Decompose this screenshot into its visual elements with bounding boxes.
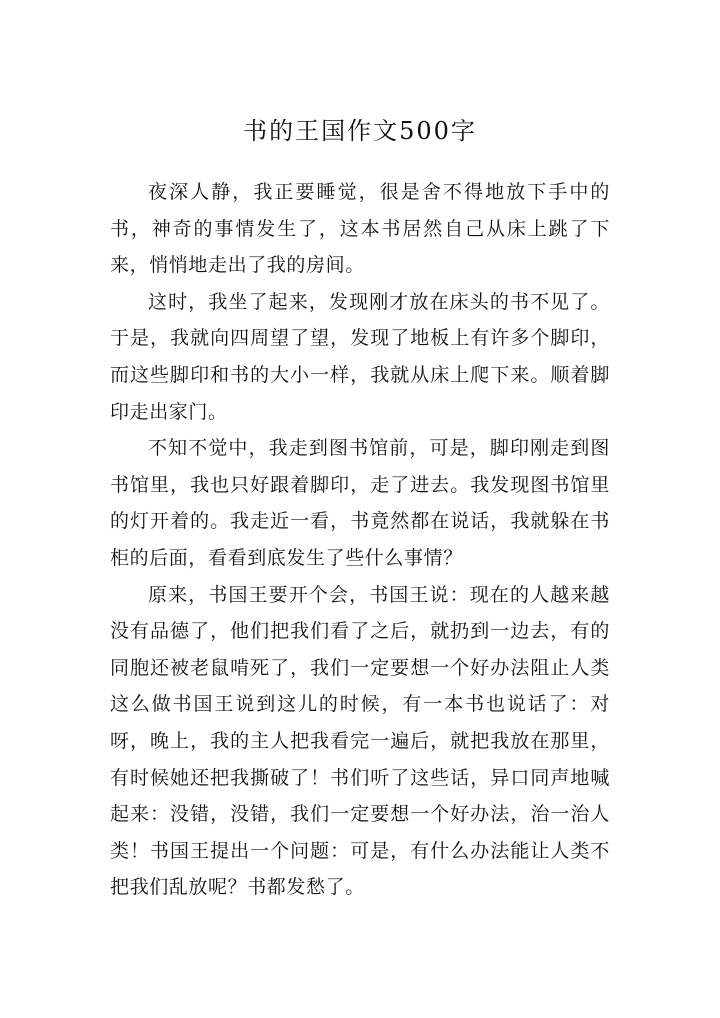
paragraph: 原来，书国王要开个会，书国王说：现在的人越来越没有品德了，他们把我们看了之后，就扔到一边去，有的同胞还被老鼠啃死了，我们一定要想一个好办法阻止人类这么做书国王说到这儿的时候，有一本书也说话了：对呀，晚上，我的主人把我看完一遍后，就把我放在那里，有时候她还把我撕破了！书们听了这些话，异口同声地喊起来：没错，没错，我们一定要想一个好办法，治一治人类！书国王提出一个问题：可是，有什么办法能让人类不把我们乱放呢？书都发愁了。 (110, 583, 610, 899)
paragraph: 夜深人静，我正要睡觉，很是舍不得地放下手中的书，神奇的事情发生了，这本书居然自己从床上跳了下来，悄悄地走出了我的房间。 (110, 181, 610, 277)
document-title: 书的王国作文500字 (243, 117, 477, 145)
document-body (110, 174, 610, 906)
paragraph: 不知不觉中，我走到图书馆前，可是，脚印刚走到图书馆里，我也只好跟着脚印，走了进去。我发现图书馆里的灯开着的。我走近一看，书竟然都在说话，我就躲在书柜的后面，看看到底发生了些什么事情？ (110, 437, 610, 569)
paragraph: 这时，我坐了起来，发现刚才放在床头的书不见了。于是，我就向四周望了望，发现了地板上有许多个脚印，而这些脚印和书的大小一样，我就从床上爬下来。顺着脚印走出家门。 (110, 290, 610, 423)
